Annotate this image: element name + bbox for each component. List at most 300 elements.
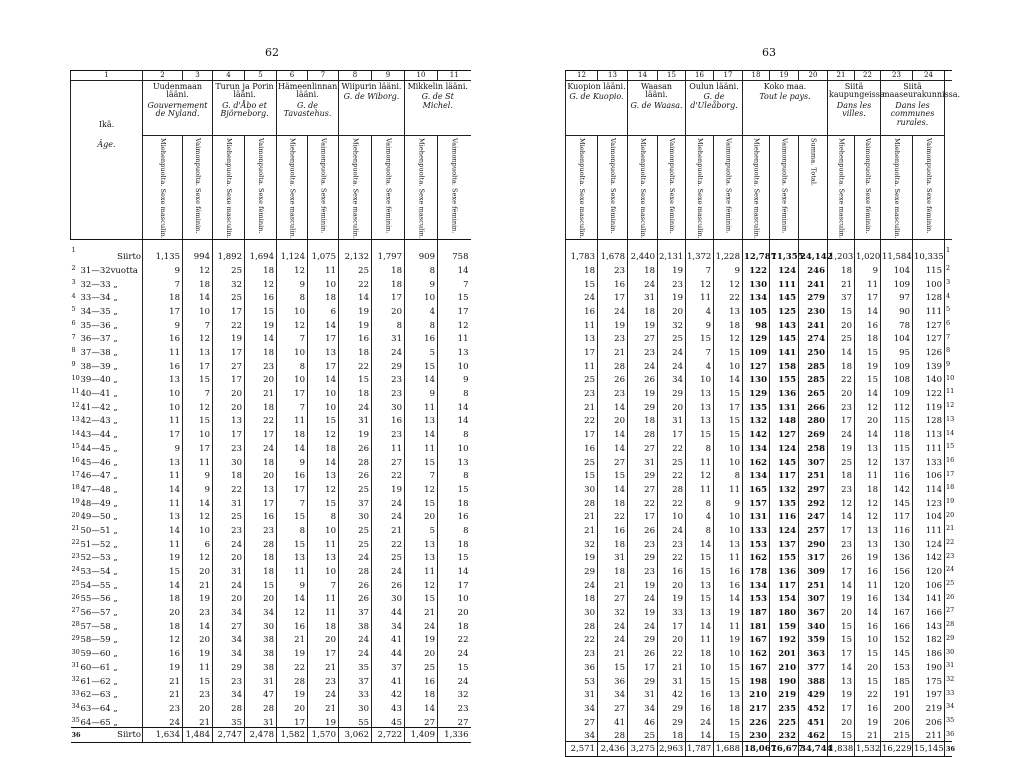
value-cell: 18 xyxy=(183,275,213,289)
value-cell: 9 xyxy=(183,467,213,481)
value-cell: 12 xyxy=(277,262,308,276)
value-cell: 1,203 xyxy=(828,239,855,262)
column-number: 3 xyxy=(183,71,213,81)
value-cell: 18 xyxy=(438,535,471,549)
table-row xyxy=(566,645,952,659)
table-row xyxy=(71,659,471,673)
value-cell: 23 xyxy=(308,672,339,686)
value-cell: 17 xyxy=(828,522,855,536)
value-cell: 182 xyxy=(913,631,945,645)
sex-label: Vaimonpuolta. Sexe féminin. xyxy=(667,138,676,234)
value-cell: 20 xyxy=(245,590,277,604)
value-cell: 8 xyxy=(405,262,438,276)
value-cell: 15 xyxy=(686,549,714,563)
value-cell: 201 xyxy=(770,645,799,659)
value-cell: 13 xyxy=(686,412,714,426)
table-row xyxy=(566,508,952,522)
female-header xyxy=(855,136,881,240)
value-cell: 20 xyxy=(405,508,438,522)
row-index: 19 xyxy=(945,494,952,508)
row-index: 33 xyxy=(71,688,80,697)
row-index: 11 xyxy=(71,387,80,396)
value-cell: 24 xyxy=(372,508,405,522)
value-cell: 14 xyxy=(143,522,183,536)
value-cell: 134 xyxy=(743,440,770,454)
total-cell: 3,275 xyxy=(628,741,658,756)
value-cell: 11 xyxy=(143,412,183,426)
total-cell: 1,787 xyxy=(686,741,714,756)
value-cell: 31 xyxy=(628,686,658,700)
value-cell: 19 xyxy=(628,316,658,330)
value-cell: 34 xyxy=(213,631,245,645)
value-cell: 36 xyxy=(566,659,598,673)
value-cell: 1,075 xyxy=(308,239,339,262)
value-cell: 15 xyxy=(277,535,308,549)
value-cell: 19 xyxy=(628,385,658,399)
value-cell: 166 xyxy=(913,604,945,618)
value-cell: 18 xyxy=(308,618,339,632)
value-cell: 117 xyxy=(770,577,799,591)
row-index: 12 xyxy=(945,399,952,413)
value-cell: 4 xyxy=(405,303,438,317)
value-cell: 190 xyxy=(770,672,799,686)
total-cell: 2,478 xyxy=(245,728,277,743)
value-cell: 17 xyxy=(143,303,183,317)
value-cell: 15 xyxy=(714,426,743,440)
value-cell: 28 xyxy=(339,563,372,577)
value-cell: 10 xyxy=(277,303,308,317)
value-cell: 9 xyxy=(855,262,881,276)
value-cell: 11 xyxy=(308,590,339,604)
table-row xyxy=(71,262,471,276)
value-cell: 2,440 xyxy=(628,239,658,262)
value-cell: 280 xyxy=(799,412,828,426)
table-row xyxy=(71,508,471,522)
value-cell: 21 xyxy=(245,385,277,399)
column-number: 24 xyxy=(913,71,945,81)
value-cell: 10 xyxy=(405,289,438,303)
value-cell: 21 xyxy=(598,344,628,358)
table-row xyxy=(71,481,471,495)
value-cell: 7 xyxy=(277,399,308,413)
value-cell: 11 xyxy=(566,358,598,372)
value-cell: 187 xyxy=(743,604,770,618)
value-cell: 24 xyxy=(566,577,598,591)
value-cell: 23 xyxy=(658,275,686,289)
value-cell: 33 xyxy=(658,604,686,618)
value-cell: 25 xyxy=(658,330,686,344)
value-cell: 994 xyxy=(183,239,213,262)
column-number: 10 xyxy=(405,71,438,81)
table-row xyxy=(566,713,952,727)
value-cell: 17 xyxy=(183,358,213,372)
row-index: 4 xyxy=(945,289,952,303)
row-index: 28 xyxy=(945,618,952,632)
value-cell: 19 xyxy=(405,631,438,645)
value-cell: 19 xyxy=(855,549,881,563)
row-index: 5 xyxy=(71,305,76,314)
value-cell: 18 xyxy=(143,289,183,303)
value-cell: 36 xyxy=(598,672,628,686)
table-row xyxy=(566,481,952,495)
value-cell: 210 xyxy=(743,686,770,700)
value-cell: 127 xyxy=(770,426,799,440)
column-number: 19 xyxy=(770,71,799,81)
value-cell: 206 xyxy=(913,713,945,727)
value-cell: 11 xyxy=(855,467,881,481)
value-cell: 13 xyxy=(143,508,183,522)
value-cell: 31 xyxy=(339,412,372,426)
value-cell: 112 xyxy=(881,399,913,413)
value-cell: 18 xyxy=(598,494,628,508)
value-cell: 31 xyxy=(658,672,686,686)
table-row xyxy=(566,618,952,632)
table-row xyxy=(566,672,952,686)
value-cell: 20 xyxy=(855,412,881,426)
row-index: 35 xyxy=(71,715,80,724)
value-cell: 11 xyxy=(714,618,743,632)
value-cell: 16 xyxy=(143,358,183,372)
value-cell: 129 xyxy=(743,385,770,399)
value-cell: 247 xyxy=(799,508,828,522)
value-cell: 13 xyxy=(143,371,183,385)
value-cell: 156 xyxy=(881,563,913,577)
value-cell: 27 xyxy=(213,618,245,632)
value-cell: 21 xyxy=(566,399,598,413)
value-cell: 10 xyxy=(714,522,743,536)
row-index: 8 xyxy=(71,346,76,355)
value-cell: 23 xyxy=(628,344,658,358)
total-cell: 1,688 xyxy=(714,741,743,756)
value-cell: 12 xyxy=(143,631,183,645)
row-index: 4 xyxy=(71,291,76,300)
value-cell: 43 xyxy=(372,700,405,714)
value-cell: 16 xyxy=(714,577,743,591)
value-cell: 17 xyxy=(308,330,339,344)
age-cell: 55—56 „ xyxy=(80,594,118,605)
value-cell: 15 xyxy=(855,371,881,385)
value-cell: 19 xyxy=(183,590,213,604)
table-row xyxy=(71,358,471,372)
value-cell: 14 xyxy=(438,412,471,426)
sex-label: Vaimonpuolta. Sexe féminin. xyxy=(863,138,872,234)
value-cell: 24 xyxy=(339,399,372,413)
value-cell: 11 xyxy=(405,563,438,577)
region-header xyxy=(743,81,828,136)
value-cell: 1,020 xyxy=(855,239,881,262)
value-cell: 10 xyxy=(714,508,743,522)
value-cell: 90 xyxy=(881,303,913,317)
value-cell: 15 xyxy=(828,727,855,741)
table-row xyxy=(71,645,471,659)
table-row xyxy=(71,590,471,604)
value-cell: 31 xyxy=(372,330,405,344)
region-name-fr: Dans les villes. xyxy=(836,100,872,119)
row-index: 16 xyxy=(945,453,952,467)
value-cell: 31 xyxy=(658,412,686,426)
row-index: 30 xyxy=(945,645,952,659)
value-cell: 9 xyxy=(405,385,438,399)
value-cell: 18 xyxy=(245,262,277,276)
value-cell: 15 xyxy=(405,358,438,372)
row-index: 14 xyxy=(71,428,80,437)
value-cell: 124 xyxy=(770,440,799,454)
value-cell: 12 xyxy=(183,330,213,344)
value-cell: 10 xyxy=(143,399,183,413)
value-cell: 18 xyxy=(566,590,598,604)
table-row xyxy=(566,631,952,645)
sex-label: Miehenpuolta. Sexe masculin. xyxy=(577,138,586,239)
value-cell: 21 xyxy=(598,645,628,659)
value-cell: 15 xyxy=(714,344,743,358)
value-cell: 22 xyxy=(566,631,598,645)
value-cell: 167 xyxy=(743,631,770,645)
value-cell: 219 xyxy=(770,686,799,700)
value-cell: 11 xyxy=(143,494,183,508)
row-index: 22 xyxy=(945,535,952,549)
value-cell: 117 xyxy=(881,508,913,522)
value-cell: 181 xyxy=(743,618,770,632)
value-cell: 11 xyxy=(566,316,598,330)
value-cell: 15 xyxy=(828,631,855,645)
table-row xyxy=(71,522,471,536)
table-row xyxy=(566,358,952,372)
value-cell: 230 xyxy=(743,727,770,741)
total-header xyxy=(799,136,828,240)
value-cell: 290 xyxy=(799,535,828,549)
value-cell: 109 xyxy=(881,358,913,372)
table-row xyxy=(566,371,952,385)
region-header-row xyxy=(566,81,952,136)
total-label: Siirto xyxy=(79,728,143,743)
region-name-fr: G. de Kuopio. xyxy=(569,92,624,102)
table-row xyxy=(71,467,471,481)
value-cell: 134 xyxy=(881,590,913,604)
table-row xyxy=(71,316,471,330)
total-cell: 3,062 xyxy=(339,728,372,743)
value-cell: 13 xyxy=(855,440,881,454)
row-index: 5 xyxy=(945,303,952,317)
value-cell: 25 xyxy=(213,508,245,522)
value-cell: 26 xyxy=(828,549,855,563)
value-cell: 21 xyxy=(308,659,339,673)
value-cell: 14 xyxy=(828,659,855,673)
value-cell: 279 xyxy=(799,289,828,303)
region-name: Siitä kaupungeissa. xyxy=(829,82,888,100)
value-cell: 10 xyxy=(438,590,471,604)
value-cell: 10 xyxy=(308,275,339,289)
value-cell: 25 xyxy=(405,659,438,673)
total-cell: 2,963 xyxy=(658,741,686,756)
value-cell: 15 xyxy=(598,659,628,673)
value-cell: 142 xyxy=(743,426,770,440)
value-cell: 22 xyxy=(213,481,245,495)
value-cell: 19 xyxy=(828,440,855,454)
value-cell: 10 xyxy=(686,371,714,385)
value-cell: 17 xyxy=(628,508,658,522)
value-cell: 14 xyxy=(308,371,339,385)
column-number: 9 xyxy=(372,71,405,81)
value-cell: 17 xyxy=(828,700,855,714)
value-cell: 32 xyxy=(598,604,628,618)
value-cell: 125 xyxy=(770,303,799,317)
value-cell: 12 xyxy=(686,275,714,289)
row-index: 31 xyxy=(945,659,952,673)
value-cell: 20 xyxy=(183,563,213,577)
value-cell: 13 xyxy=(245,481,277,495)
value-cell: 15 xyxy=(714,672,743,686)
value-cell: 19 xyxy=(658,289,686,303)
value-cell: 5 xyxy=(405,344,438,358)
value-cell: 9 xyxy=(277,453,308,467)
value-cell: 13 xyxy=(308,467,339,481)
value-cell: 29 xyxy=(658,700,686,714)
value-cell: 111 xyxy=(913,522,945,536)
value-cell: 145 xyxy=(770,330,799,344)
row-index: 36 xyxy=(945,727,952,741)
value-cell: 38 xyxy=(245,645,277,659)
value-cell: 16 xyxy=(566,440,598,454)
value-cell: 226 xyxy=(743,713,770,727)
value-cell: 4 xyxy=(686,303,714,317)
row-index: 9 xyxy=(71,360,76,369)
value-cell: 18 xyxy=(714,316,743,330)
value-cell: 105 xyxy=(743,303,770,317)
age-header xyxy=(71,81,143,240)
value-cell: 17 xyxy=(245,494,277,508)
value-cell: 143 xyxy=(913,618,945,632)
table-row xyxy=(71,371,471,385)
value-cell: 24 xyxy=(339,549,372,563)
value-cell: 17 xyxy=(213,371,245,385)
value-cell: 12 xyxy=(405,577,438,591)
value-cell: 17 xyxy=(213,303,245,317)
sex-label: Miehenpuolta. Sexe masculin. xyxy=(695,138,704,239)
value-cell: 30 xyxy=(372,399,405,413)
value-cell: 17 xyxy=(828,412,855,426)
value-cell: 24 xyxy=(628,590,658,604)
value-cell: 20 xyxy=(183,700,213,714)
age-cell: 40—41 „ xyxy=(80,389,118,400)
value-cell: 28 xyxy=(245,535,277,549)
value-cell: 367 xyxy=(799,604,828,618)
value-cell: 47 xyxy=(245,686,277,700)
table-row xyxy=(566,604,952,618)
row-index: 7 xyxy=(71,332,76,341)
row-index: 19 xyxy=(71,496,80,505)
value-cell: 20 xyxy=(372,303,405,317)
value-cell: 12 xyxy=(183,549,213,563)
value-cell: 34 xyxy=(245,604,277,618)
value-cell: 27 xyxy=(438,713,471,727)
value-cell: 29 xyxy=(628,399,658,413)
value-cell: 8 xyxy=(438,426,471,440)
value-cell: 157 xyxy=(743,494,770,508)
value-cell: 1,228 xyxy=(714,239,743,262)
value-cell: 122 xyxy=(913,385,945,399)
value-cell: 12 xyxy=(183,262,213,276)
row-index: 27 xyxy=(945,604,952,618)
value-cell: 21 xyxy=(143,686,183,700)
value-cell: 104 xyxy=(913,508,945,522)
value-cell: 14 xyxy=(855,604,881,618)
value-cell: 26 xyxy=(339,440,372,454)
row-index: 3 xyxy=(945,275,952,289)
value-cell: 106 xyxy=(913,467,945,481)
region-name: Siitä maaseurakunnissa. xyxy=(882,82,961,100)
value-cell: 13 xyxy=(714,535,743,549)
value-cell: 251 xyxy=(799,577,828,591)
value-cell: 23 xyxy=(183,686,213,700)
region-name-fr: G. de d'Uleåborg. xyxy=(690,92,738,110)
age-cell: 33—34 „ xyxy=(80,293,118,304)
left-table xyxy=(70,70,471,743)
value-cell: 24 xyxy=(372,494,405,508)
value-cell: 18 xyxy=(438,618,471,632)
value-cell: 241 xyxy=(799,316,828,330)
value-cell: 17 xyxy=(183,440,213,454)
value-cell: 126 xyxy=(913,344,945,358)
value-cell: 17 xyxy=(828,645,855,659)
value-cell: 15 xyxy=(714,412,743,426)
total-cell: 34,744 xyxy=(799,741,828,756)
value-cell: 15 xyxy=(245,577,277,591)
value-cell: 132 xyxy=(743,412,770,426)
value-cell: 309 xyxy=(799,563,828,577)
value-cell: 13 xyxy=(405,549,438,563)
value-cell: 115 xyxy=(881,440,913,454)
table-row xyxy=(566,686,952,700)
value-cell: 266 xyxy=(799,399,828,413)
column-number: 14 xyxy=(628,71,658,81)
value-cell: 23 xyxy=(566,645,598,659)
value-cell: 18 xyxy=(658,727,686,741)
value-cell: 136 xyxy=(881,549,913,563)
value-cell: 21 xyxy=(566,522,598,536)
value-cell: 145 xyxy=(881,645,913,659)
table-row xyxy=(566,453,952,467)
value-cell: 28 xyxy=(598,727,628,741)
value-cell: 16 xyxy=(405,672,438,686)
value-cell: 186 xyxy=(913,645,945,659)
value-cell: 14 xyxy=(277,440,308,454)
value-cell: 9 xyxy=(143,440,183,454)
value-cell: 30 xyxy=(372,590,405,604)
value-cell: 119 xyxy=(913,399,945,413)
total-cell: 2,436 xyxy=(598,741,628,756)
row-index: 32 xyxy=(71,674,80,683)
value-cell: 53 xyxy=(566,672,598,686)
age-cell: 54—55 „ xyxy=(80,580,118,591)
value-cell: 27 xyxy=(372,453,405,467)
value-cell: 13 xyxy=(855,535,881,549)
value-cell: 134 xyxy=(743,467,770,481)
value-cell: 139 xyxy=(913,358,945,372)
value-cell: 38 xyxy=(339,618,372,632)
value-cell: 29 xyxy=(628,549,658,563)
value-cell: 24 xyxy=(658,344,686,358)
value-cell: 33 xyxy=(339,686,372,700)
column-number: 1 xyxy=(71,71,143,81)
value-cell: 23 xyxy=(628,535,658,549)
value-cell: 22 xyxy=(277,659,308,673)
value-cell: 22 xyxy=(245,412,277,426)
value-cell: 15 xyxy=(566,275,598,289)
value-cell: 34 xyxy=(213,645,245,659)
age-cell: 38—39 „ xyxy=(80,361,118,372)
value-cell: 18 xyxy=(828,358,855,372)
value-cell: 9 xyxy=(405,275,438,289)
